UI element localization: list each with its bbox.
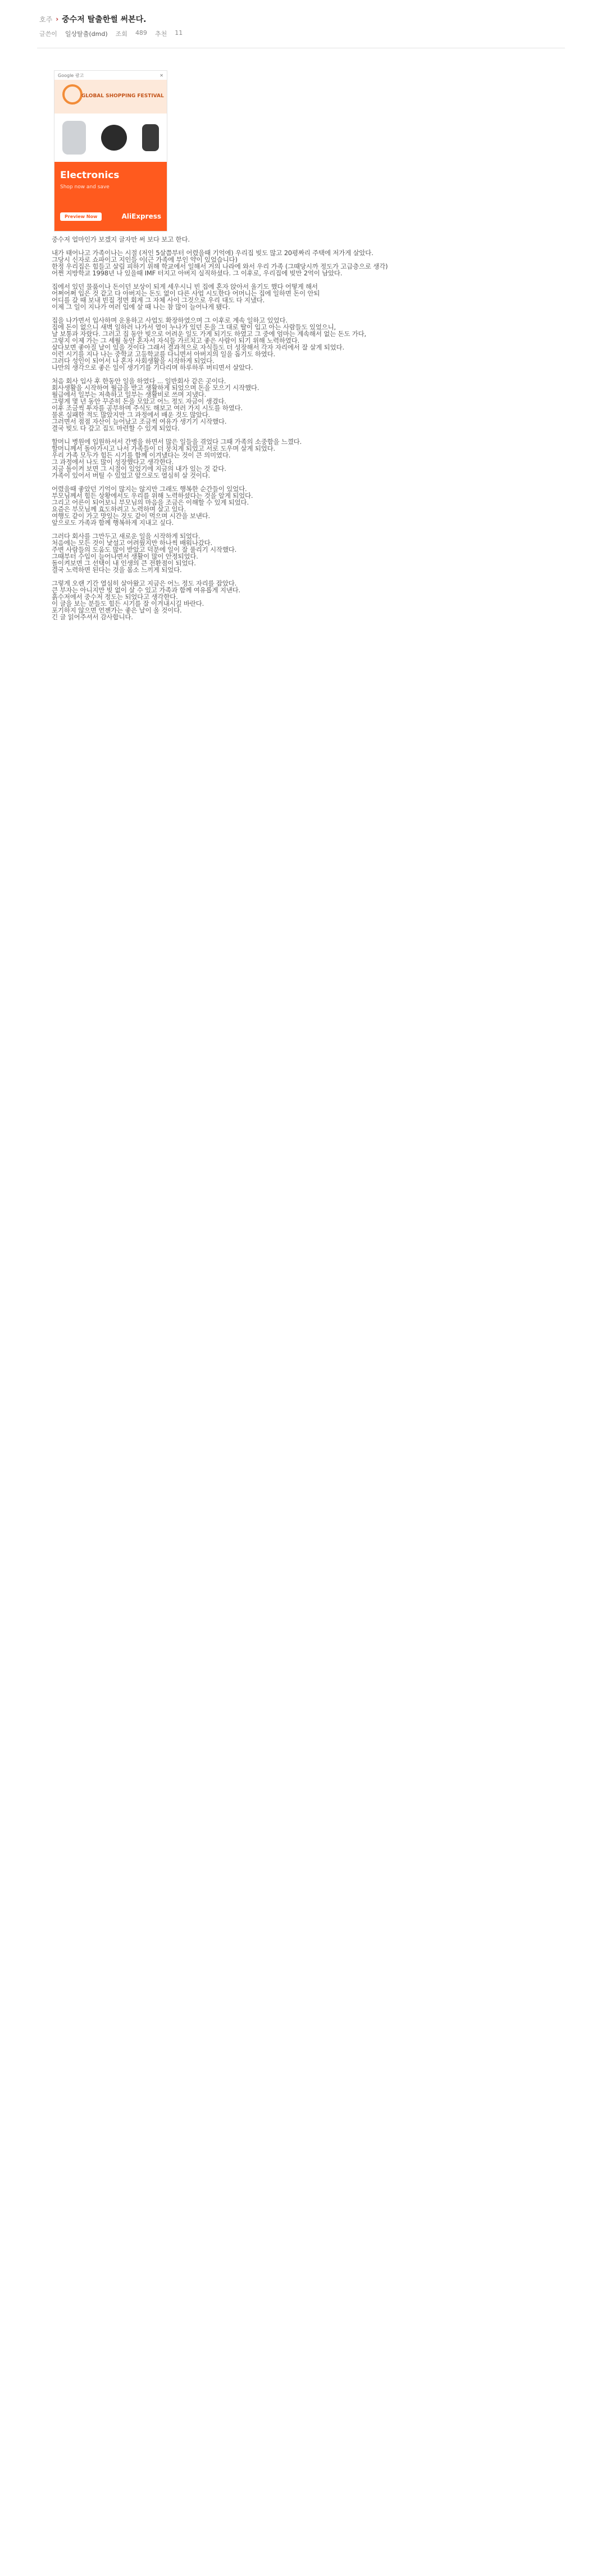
paragraph-line: 그러다 회사를 그만두고 새로운 일을 시작하게 되었다. bbox=[52, 533, 200, 539]
paragraph-line: 그렇지 이제 가는 그 세월 동안 혼자서 자식들 가르치고 좋은 사람이 되기 위해 노력하였다. bbox=[52, 337, 300, 344]
paragraph-line: 어렸을때 좋았던 기억이 많지는 않지만 그래도 행복한 순간들이 있었다. bbox=[52, 486, 247, 492]
paragraph-line: 주변 사람들의 도움도 많이 받았고 덕분에 일이 잘 풀리기 시작했다. bbox=[52, 546, 237, 553]
paragraph-line: 돌이켜보면 그 선택이 내 인생의 큰 전환점이 되었다. bbox=[52, 560, 196, 566]
paragraph-line: 우리 가족 모두가 힘든 시기를 함께 이겨냈다는 것이 큰 의미였다. bbox=[52, 452, 231, 459]
paragraph-line: 집을 나가면서 입사하며 운용하고 사업도 확장하였으며 그 이후로 계속 일하고 있었다. bbox=[52, 317, 288, 324]
recommend-label: 추천 bbox=[154, 30, 167, 38]
paragraph-line: 이제 그 일이 지나가 여러 입에 살 때 나는 참 많이 늘어나게 됐다. bbox=[52, 303, 230, 310]
paragraph-line: 큰 부자는 아니지만 빚 없이 살 수 있고 가족과 함께 여유롭게 지낸다. bbox=[52, 587, 241, 593]
ad-festival-strip bbox=[54, 80, 167, 114]
breadcrumb bbox=[39, 13, 343, 25]
festival-text: GLOBAL SHOPPING FESTIVAL bbox=[81, 93, 164, 99]
paragraph-line: 포기하지 않으면 언젠가는 좋은 날이 올 것이다. bbox=[52, 607, 182, 614]
ad-product-images bbox=[54, 114, 167, 162]
paragraph-line: 살다보면 좋아질 날이 있을 것이다 그래서 결과적으로 자식들도 더 성장해서 각자 자리에서 잘 살게 되었다. bbox=[52, 344, 344, 351]
paragraph-line: 앞으로도 가족과 함께 행복하게 지내고 싶다. bbox=[52, 519, 174, 526]
paragraph-line: 이후 조금씩 투자를 공부하며 주식도 해보고 여러 가지 시도를 하였다. bbox=[52, 405, 243, 411]
paragraph-line: 물론 실패한 적도 많았지만 그 과정에서 배운 것도 많았다. bbox=[52, 411, 211, 418]
paragraph-line: 지금 돌이켜 보면 그 시절이 있었기에 지금의 내가 있는 것 같다. bbox=[52, 465, 226, 472]
paragraph-line: 어쩌어쩌 입은 것 같고 다 아버지는 돈도 없이 다른 사업 시도한다 어머니는 집에 일하면 돈이 안되 bbox=[52, 290, 320, 297]
paragraph-line: 한정 우리집은 힘들고 살림 피하기 위해 학교에서 일해서 거의 나라에 와서 우리 가족 (그때당시까 정도가 고급층으로 생각) bbox=[52, 263, 388, 270]
post-body bbox=[52, 236, 568, 2568]
paragraph-line: 부모님께서 힘든 상황에서도 우리를 위해 노력하셨다는 것을 알게 되었다. bbox=[52, 492, 253, 499]
paragraph-line: 월급에서 일부는 저축하고 일부는 생활비로 쓰며 지냈다. bbox=[52, 391, 207, 398]
paragraph-line: 할머니 병원에 입원하셔서 간병을 하면서 많은 일들을 겪었다 그때 가족의 소중함을 느꼈다. bbox=[52, 438, 302, 445]
preview-now-button[interactable]: Preview Now bbox=[60, 212, 102, 221]
paragraph-line: 그 과정에서 나도 많이 성장했다고 생각한다. bbox=[52, 459, 174, 465]
paragraph-line: 흙수저에서 중수저 정도는 되었다고 생각한다. bbox=[52, 593, 178, 600]
post-title: 중수저 탈출한썰 써본다. bbox=[62, 15, 147, 24]
ad-sponsor-label: Google 광고 bbox=[58, 72, 84, 78]
post-paragraph bbox=[52, 533, 568, 573]
post-paragraph bbox=[52, 236, 568, 243]
paragraph-line: 내가 태어나고 가족이나는 시절 (저인 5살쯤부터 어렸을때 기억에) 우리집 빚도 많고 20평짜리 주택에 저가게 살았다. bbox=[52, 250, 373, 256]
paragraph-line: 회사생활을 시작하여 월급을 받고 생활하게 되었으며 돈을 모으기 시작했다. bbox=[52, 384, 259, 391]
headphones-icon bbox=[101, 125, 127, 151]
paragraph-line: 그러다 성인이 되어서 나 혼자 사회생활을 시작하게 되었다. bbox=[52, 357, 215, 364]
paragraph-line: 그렇게 몇 년 동안 꾸준히 돈을 모았고 어느 정도 자금이 생겼다. bbox=[52, 398, 226, 405]
post-paragraph bbox=[52, 580, 568, 620]
paragraph-line: 요즘은 부모님께 효도하려고 노력하며 살고 있다. bbox=[52, 506, 186, 513]
paragraph-line: 결국 빚도 다 갚고 집도 마련할 수 있게 되었다. bbox=[52, 425, 180, 432]
post-paragraph bbox=[52, 378, 568, 432]
post-meta bbox=[39, 29, 343, 38]
paragraph-line: 그리고 어른이 되어보니 부모님의 마음을 조금은 이해할 수 있게 되었다. bbox=[52, 499, 249, 506]
board-label[interactable]: 호주 bbox=[39, 15, 53, 24]
paragraph-line: 긴 글 읽어주셔서 감사합니다. bbox=[52, 614, 133, 620]
paragraph-line: 어쩐 지방학교 1998년 나 있을때 IMF 터지고 아버지 실직하셨다. 그 이후로, 우리집에 빚만 2억이 남았다. bbox=[52, 270, 343, 276]
paragraph-line: 그렇게 오랜 기간 열심히 살아왔고 지금은 어느 정도 자리를 잡았다. bbox=[52, 580, 237, 587]
smartwatch-icon bbox=[142, 124, 159, 151]
paragraph-line: 어디를 갈 때 보내 빈집 정면 회계 그 자체 사이 그것으로 우리 대도 다 지냈다. bbox=[52, 297, 265, 303]
chevron-right-icon: › bbox=[56, 15, 59, 23]
paragraph-line: 집에 돈이 없으니 새벽 일하러 나가서 열이 누나가 있던 돈을 그 대로 딸이 입고 아는 사람들도 있었으니, bbox=[52, 324, 336, 330]
festival-logo-icon bbox=[62, 84, 83, 105]
paragraph-line: 처음 회사 입사 후 한동안 일을 하였다 ... 일반회사 같은 곳이다. bbox=[52, 378, 226, 384]
paragraph-line: 그러면서 점점 자산이 늘어났고 조금씩 여유가 생기기 시작했다. bbox=[52, 418, 227, 425]
ad-banner[interactable] bbox=[54, 70, 167, 232]
views-label: 조회 bbox=[115, 30, 127, 38]
paragraph-line: 이 글을 보는 분들도 힘든 시기를 잘 이겨내시길 바란다. bbox=[52, 600, 204, 607]
post-paragraph bbox=[52, 438, 568, 479]
author-label: 글쓴이 bbox=[39, 30, 57, 38]
paragraph-line: 중수저 얼마인가 보겠지 글자만 써 보다 보고 한다. bbox=[52, 236, 190, 243]
paragraph-line: 처음에는 모든 것이 낯설고 어려웠지만 하나씩 배워나갔다. bbox=[52, 539, 213, 546]
paragraph-line: 그당시 신자로 쇼파이고 지인들 이(근 가족에 부인 약이 있었습니다) bbox=[52, 256, 238, 263]
post-paragraph bbox=[52, 283, 568, 310]
paragraph-line: 여행도 같이 가고 맛있는 것도 같이 먹으며 시간을 보낸다. bbox=[52, 513, 211, 519]
ad-top-bar bbox=[54, 71, 167, 80]
paragraph-line: 이런 시기를 지나 나는 중학교 고등학교를 다니면서 아버지의 일을 돕기도 하였다. bbox=[52, 351, 276, 357]
paragraph-line: 집에서 있던 물품이나 돈이던 보상이 되게 세우시니 빈 집에 혼자 앉아서 울기도 했다 어떻게 해서 bbox=[52, 283, 318, 290]
aliexpress-logo: AliExpress bbox=[121, 212, 161, 220]
paragraph-line: 날 보통과 자랐다. 그러고 집 동안 빚으로 어려운 일도 가게 되기도 하였고 그 중에 엄마는 계속해서 없는 돈도 가다, bbox=[52, 330, 367, 337]
post-header bbox=[39, 13, 343, 53]
paragraph-line: 그때부터 수입이 늘어나면서 생활이 많이 안정되었다. bbox=[52, 553, 198, 560]
ad-bottom-panel bbox=[54, 162, 167, 231]
close-icon[interactable]: ✕ bbox=[159, 72, 163, 78]
paragraph-line: 가족이 있어서 버틸 수 있었고 앞으로도 열심히 살 것이다. bbox=[52, 472, 211, 479]
views-count: 489 bbox=[135, 29, 147, 37]
author-nickname[interactable]: 일상탈출(dmd) bbox=[65, 30, 108, 38]
post-paragraph bbox=[52, 486, 568, 526]
paragraph-line: 나만의 생각으로 좋은 일이 생기기를 기다리며 하루하루 버티면서 살았다. bbox=[52, 364, 253, 371]
recommend-count: 11 bbox=[175, 29, 183, 37]
paragraph-line: 결국 노력하면 된다는 것을 몸소 느끼게 되었다. bbox=[52, 566, 182, 573]
router-icon bbox=[62, 121, 86, 155]
post-paragraph bbox=[52, 317, 568, 371]
paragraph-line: 할머니께서 돌아가시고 나서 가족들이 더 뭉치게 되었고 서로 도우며 살게 되었다. bbox=[52, 445, 276, 452]
ad-category: Electronics bbox=[60, 170, 120, 181]
post-paragraph bbox=[52, 250, 568, 276]
ad-subtitle: Shop now and save bbox=[60, 184, 110, 190]
